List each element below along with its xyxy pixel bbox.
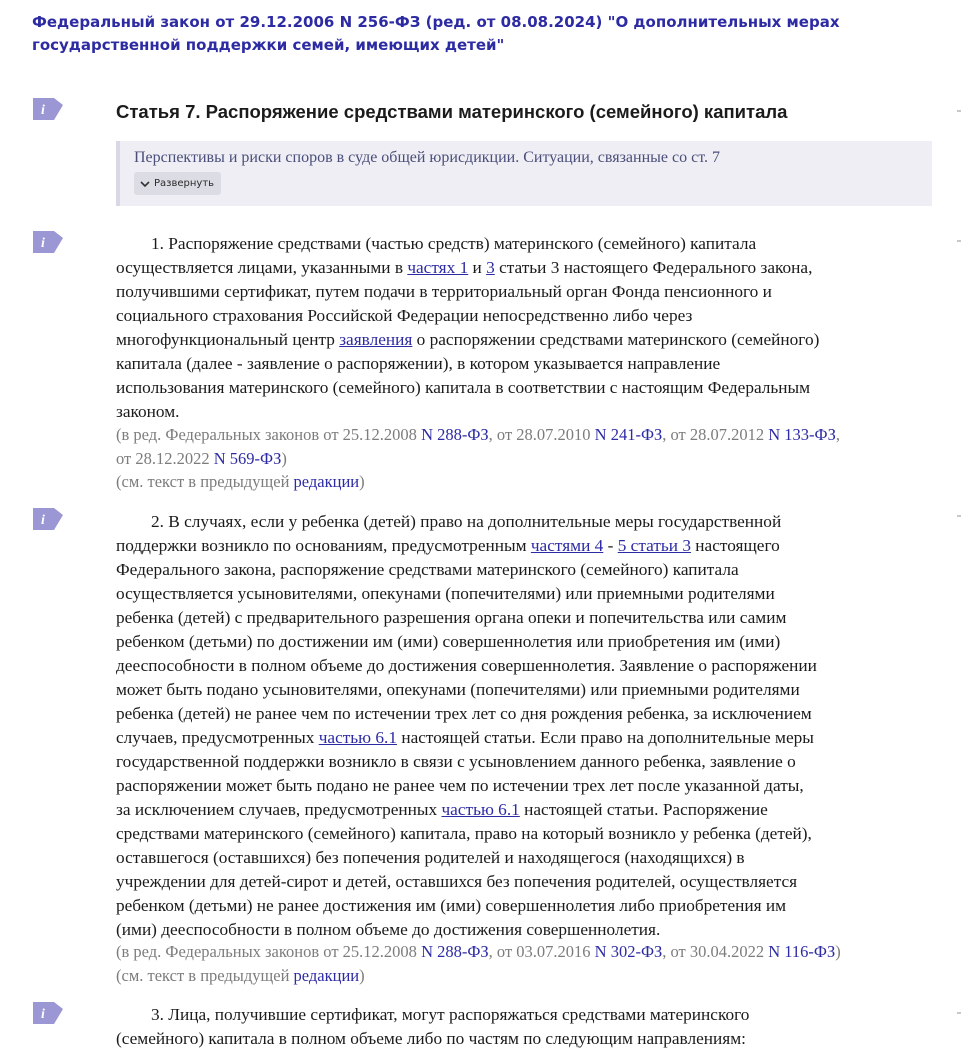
text-line: средствами материнского (семейного) капитала, право на который возникло у ребенка (детей), bbox=[116, 824, 812, 843]
text-line: ребенком (детьми) не ранее достижения им (ими) совершеннолетия либо приобретения им bbox=[116, 896, 787, 915]
text-line: ребенком (детьми) по достижении им (ими) совершеннолетия или приобретения им (ими) bbox=[116, 632, 781, 651]
text-line: Федерального закона, распоряжение средствами материнского (семейного) капитала bbox=[116, 560, 739, 579]
note-text: ) bbox=[359, 472, 365, 491]
scroll-marker bbox=[957, 110, 961, 112]
note-text: (в ред. Федеральных законов от 25.12.2008 bbox=[116, 425, 422, 444]
note-text: , от 03.07.2016 bbox=[488, 942, 595, 961]
link-law-241[interactable]: N 241-ФЗ bbox=[594, 425, 663, 444]
text-line: поддержки возникло по основаниям, предусмотренным bbox=[116, 536, 531, 555]
note-text: от 28.12.2022 bbox=[116, 448, 214, 468]
text-line: 2. В случаях, если у ребенка (детей) право на дополнительные меры государственной bbox=[151, 512, 782, 531]
svg-text:i: i bbox=[41, 103, 45, 118]
svg-text:i: i bbox=[41, 236, 45, 251]
link-law-302[interactable]: N 302-ФЗ bbox=[594, 942, 663, 961]
text-fragment: статьи 3 настоящего Федерального закона, bbox=[494, 258, 813, 277]
link-previous-edition[interactable]: редакции bbox=[293, 472, 360, 491]
text-fragment: настоящего bbox=[690, 536, 780, 555]
link-law-569[interactable]: N 569-ФЗ bbox=[213, 448, 282, 468]
note-text: , bbox=[835, 425, 840, 444]
text-line: получившими сертификат, путем подачи в территориальный орган Фонда пенсионного и bbox=[116, 282, 772, 301]
text-line: многофункциональный центр bbox=[116, 330, 340, 349]
text-fragment: и bbox=[468, 258, 487, 277]
link-parts-4[interactable]: частями 4 bbox=[530, 536, 604, 555]
link-part-6-1[interactable]: частью 6.1 bbox=[318, 728, 398, 747]
text-line: 1. Распоряжение средствами (частью средств) материнского (семейного) капитала bbox=[151, 234, 757, 253]
paragraph-1 bbox=[116, 232, 936, 424]
amendment-note-1 bbox=[116, 423, 946, 494]
link-previous-edition[interactable]: редакции bbox=[293, 965, 360, 985]
document-title[interactable]: Федеральный закон от 29.12.2006 N 256-ФЗ (ред. от 08.08.2024) "О дополнительных мерах государственной поддержки семей, имеющих детей" bbox=[32, 13, 840, 54]
text-line: ребенка (детей) не ранее чем по истечении трех лет со дня рождения ребенка, за исключением bbox=[116, 704, 812, 723]
info-bookmark-icon[interactable] bbox=[33, 231, 63, 253]
article-heading: Статья 7. Распоряжение средствами материнского (семейного) капитала bbox=[116, 101, 788, 122]
commentary-block bbox=[116, 141, 932, 206]
info-bookmark-icon[interactable] bbox=[33, 98, 63, 120]
note-text: ) bbox=[835, 942, 841, 961]
text-line: распоряжении может быть подано не ранее чем по истечении трех лет после указанной даты, bbox=[116, 776, 804, 795]
link-part-3[interactable]: 3 bbox=[486, 258, 495, 277]
scroll-marker bbox=[957, 515, 961, 517]
info-bookmark-icon[interactable] bbox=[33, 1002, 63, 1024]
link-law-133[interactable]: N 133-ФЗ bbox=[768, 425, 836, 444]
note-text: (см. текст в предыдущей bbox=[116, 965, 294, 985]
note-text: ) bbox=[281, 448, 287, 468]
text-line: случаев, предусмотренных bbox=[116, 728, 319, 747]
link-law-116[interactable]: N 116-ФЗ bbox=[768, 942, 836, 961]
scroll-marker bbox=[957, 1012, 961, 1014]
link-part-6-1[interactable]: частью 6.1 bbox=[441, 800, 520, 819]
note-text: , от 28.07.2010 bbox=[488, 425, 595, 444]
svg-text:i: i bbox=[41, 1007, 45, 1022]
text-line: за исключением случаев, предусмотренных bbox=[116, 800, 442, 819]
text-line: оставшегося (оставшихся) без попечения родителей и находящегося (находящихся) в bbox=[116, 848, 745, 867]
text-line: осуществляется лицами, указанными в bbox=[116, 258, 408, 277]
text-fragment: настоящей статьи. Если право на дополнительные меры bbox=[397, 728, 814, 747]
link-parts-1[interactable]: частях 1 bbox=[407, 258, 469, 277]
link-application[interactable]: заявления bbox=[339, 330, 413, 349]
paragraph-2 bbox=[116, 510, 936, 942]
text-line: социального страхования Российской Федерации непосредственно либо через bbox=[116, 306, 693, 325]
expand-button[interactable] bbox=[134, 172, 221, 195]
text-fragment: настоящей статьи. Распоряжение bbox=[519, 800, 768, 819]
text-line: государственной поддержки возникло в связи с усыновлением данного ребенка, заявление о bbox=[116, 752, 796, 771]
expand-button-label: Развернуть bbox=[154, 178, 215, 189]
link-law-288[interactable]: N 288-ФЗ bbox=[421, 942, 489, 961]
text-line: (семейного) капитала в полном объеме либо по частям по следующим направлениям: bbox=[116, 1029, 746, 1048]
note-text: (в ред. Федеральных законов от 25.12.2008 bbox=[116, 942, 422, 961]
scroll-marker bbox=[957, 240, 961, 242]
text-line: может быть подано усыновителями, опекунами (попечителями) или приемными родителями bbox=[116, 680, 800, 699]
commentary-link[interactable]: Перспективы и риски споров в суде общей юрисдикции. Ситуации, связанные со ст. 7 bbox=[134, 149, 720, 166]
text-line: осуществляется усыновителями, опекунами (попечителями) или приемными родителями bbox=[116, 584, 775, 603]
svg-text:i: i bbox=[41, 513, 45, 528]
text-line: капитала (далее - заявление о распоряжении), в котором указывается направление bbox=[116, 354, 721, 373]
text-line: учреждении для детей-сирот и детей, оставшихся без попечения родителей, осуществляется bbox=[116, 872, 798, 891]
text-line: дееспособности в полном объеме до достижения совершеннолетия. Заявление о распоряжении bbox=[116, 656, 817, 675]
text-line: использования материнского (семейного) капитала в соответствии с настоящим Федеральным bbox=[116, 378, 811, 397]
text-line: 3. Лица, получившие сертификат, могут распоряжаться средствами материнского bbox=[151, 1005, 750, 1024]
text-line: законом. bbox=[116, 402, 180, 421]
link-law-288[interactable]: N 288-ФЗ bbox=[421, 425, 489, 444]
text-fragment: о распоряжении средствами материнского (семейного) bbox=[412, 330, 820, 349]
text-line: ребенка (детей) с предварительного разрешения органа опеки и попечительства или самим bbox=[116, 608, 787, 627]
info-bookmark-icon[interactable] bbox=[33, 508, 63, 530]
link-article-3-part-5[interactable]: 5 статьи 3 bbox=[617, 536, 691, 555]
amendment-note-2 bbox=[116, 940, 946, 987]
note-text: ) bbox=[359, 965, 365, 985]
note-text: , от 30.04.2022 bbox=[662, 942, 769, 961]
text-line: (ими) дееспособности в полном объеме до достижения совершеннолетия. bbox=[116, 920, 661, 939]
text-fragment: - bbox=[603, 536, 618, 555]
note-text: , от 28.07.2012 bbox=[662, 425, 769, 444]
chevron-down-icon bbox=[140, 180, 150, 188]
note-text: (см. текст в предыдущей bbox=[116, 472, 294, 491]
paragraph-3 bbox=[116, 1003, 936, 1051]
